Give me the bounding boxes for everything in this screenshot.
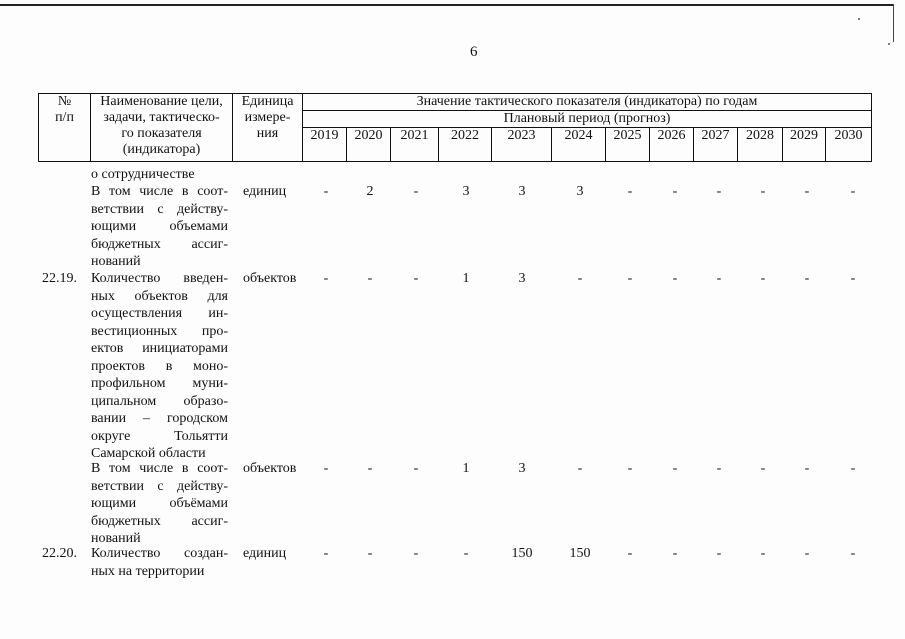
value-cell: - <box>760 461 766 476</box>
value-cell: - <box>716 461 722 476</box>
value-cell: - <box>760 271 766 286</box>
value-cell: - <box>672 546 678 561</box>
col-num-header: № п/п <box>39 94 91 162</box>
indicator-name-line: Количество введен- <box>91 271 228 286</box>
value-cell: - <box>716 546 722 561</box>
value-cell: - <box>627 546 633 561</box>
indicator-name-line: Самарской области <box>91 446 206 461</box>
right-edge-mark <box>893 4 894 42</box>
page-number: 6 <box>470 44 478 60</box>
col-unit-header: Единица измере- ния <box>233 94 303 162</box>
value-cell: 3 <box>518 461 526 476</box>
value-cell: - <box>716 184 722 199</box>
value-cell: - <box>367 271 373 286</box>
indicator-name <box>91 166 228 184</box>
indicator-name-line: вестиционных про- <box>91 323 228 339</box>
indicator-name-line: ных на территории <box>91 563 205 579</box>
value-cell: - <box>760 546 766 561</box>
value-cell: - <box>577 461 583 476</box>
value-cell: - <box>850 546 856 561</box>
value-cell: - <box>850 461 856 476</box>
value-cell: - <box>323 546 329 561</box>
year-header: 2024 <box>552 128 606 162</box>
value-cell: 1 <box>462 461 470 476</box>
value-cell: - <box>323 271 329 286</box>
indicator-name-line: В том числе в соот- <box>91 184 228 199</box>
year-header: 2021 <box>391 128 439 162</box>
scan-speck <box>888 43 890 45</box>
indicator-name-line: проектов в моно- <box>91 358 228 374</box>
indicator-name-line: ципальном образо- <box>91 393 228 409</box>
year-header: 2023 <box>492 128 552 162</box>
value-cell: - <box>850 184 856 199</box>
value-cell: - <box>413 271 419 286</box>
indicator-name-line: вании – городском <box>91 411 228 426</box>
col-name-header: Наименование цели, задачи, тактическо- го показателя (индикатора) <box>91 94 233 162</box>
top-border-line <box>0 4 893 6</box>
indicator-name-line: ветствии с действу- <box>91 478 228 494</box>
value-cell: 3 <box>518 271 526 286</box>
indicator-name-line: ектов инициаторами <box>91 341 228 356</box>
value-cell: - <box>672 461 678 476</box>
indicator-name-line: бюджетных ассиг- <box>91 513 228 529</box>
value-cell: - <box>463 546 469 561</box>
value-cell: - <box>760 184 766 199</box>
value-cell: - <box>804 184 810 199</box>
indicator-name-line: о сотрудничестве <box>91 167 195 182</box>
unit-cell: объектов <box>243 271 297 286</box>
value-cell: - <box>323 461 329 476</box>
value-cell: - <box>367 546 373 561</box>
value-cell: - <box>367 461 373 476</box>
value-cell: 2 <box>366 184 374 199</box>
row-number: 22.19. <box>42 271 77 286</box>
value-cell: - <box>804 461 810 476</box>
indicator-name-line: осуществления ин- <box>91 306 228 321</box>
value-cell: - <box>323 184 329 199</box>
indicator-name <box>91 270 228 463</box>
year-header: 2029 <box>783 128 826 162</box>
indicator-name <box>91 460 228 548</box>
indicator-name-line: нований <box>91 254 141 269</box>
year-header: 2025 <box>606 128 650 162</box>
year-header: 2022 <box>439 128 492 162</box>
value-cell: - <box>577 271 583 286</box>
year-header: 2020 <box>347 128 391 162</box>
value-cell: - <box>672 184 678 199</box>
indicator-name-line: нований <box>91 531 141 546</box>
indicator-name-line: В том числе в соот- <box>91 461 228 476</box>
value-cell: - <box>413 184 419 199</box>
row-number: 22.20. <box>42 546 77 561</box>
value-cell: - <box>804 546 810 561</box>
table-header <box>38 93 872 162</box>
scan-speck <box>858 18 860 20</box>
value-cell: - <box>716 271 722 286</box>
value-cell: - <box>627 461 633 476</box>
unit-cell: единиц <box>243 184 287 199</box>
value-cell: 3 <box>518 184 526 199</box>
indicator-name-line: ющими объемами <box>91 219 228 234</box>
value-group-header: Значение тактического показателя (индикатора) по годам <box>303 94 872 111</box>
indicator-name-line: ных объектов для <box>91 288 228 304</box>
year-header: 2026 <box>650 128 694 162</box>
indicator-name-line: ющими объёмами <box>91 496 228 511</box>
value-cell: 1 <box>462 271 470 286</box>
year-header: 2027 <box>694 128 738 162</box>
indicator-name-line: профильном муни- <box>91 376 228 391</box>
year-header: 2030 <box>826 128 872 162</box>
value-cell: - <box>627 271 633 286</box>
indicator-name-line: ветствии с действу- <box>91 201 228 217</box>
value-cell: 150 <box>511 546 533 561</box>
indicator-name-line: округе Тольятти <box>91 428 228 444</box>
value-cell: - <box>413 461 419 476</box>
year-header: 2028 <box>738 128 783 162</box>
year-header: 2019 <box>303 128 347 162</box>
value-cell: - <box>850 271 856 286</box>
unit-cell: единиц <box>243 546 287 561</box>
plan-period-header: Плановый период (прогноз) <box>303 111 872 128</box>
indicator-name-line: Количество создан- <box>91 546 228 561</box>
unit-cell: объектов <box>243 461 297 476</box>
value-cell: 3 <box>576 184 584 199</box>
value-cell: - <box>804 271 810 286</box>
value-cell: - <box>672 271 678 286</box>
indicator-name-line: бюджетных ассиг- <box>91 236 228 252</box>
indicator-name <box>91 183 228 271</box>
value-cell: - <box>413 546 419 561</box>
value-cell: - <box>627 184 633 199</box>
indicator-name <box>91 545 228 580</box>
value-cell: 150 <box>569 546 591 561</box>
value-cell: 3 <box>462 184 470 199</box>
